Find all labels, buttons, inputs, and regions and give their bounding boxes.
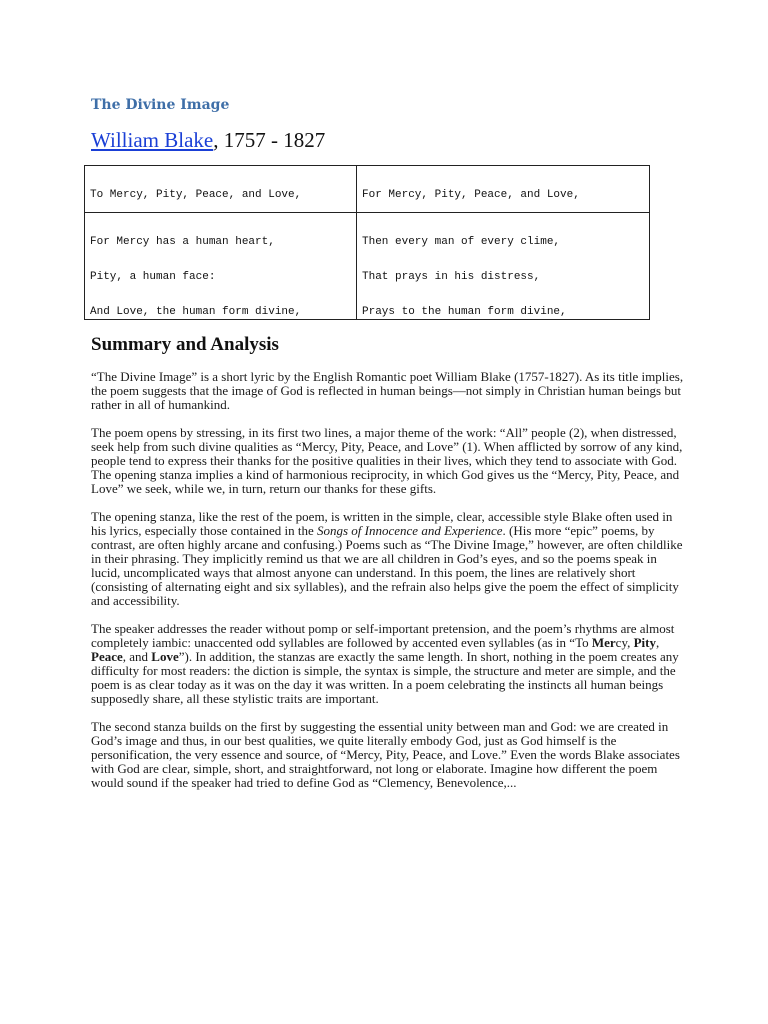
poem-heading: The Divine Image <box>91 97 230 113</box>
stressed-syllable: Peace <box>91 649 123 664</box>
poem-cell-stanza-3 <box>85 212 356 319</box>
paragraph-3 <box>91 510 685 608</box>
text-run: The opening stanza, like the rest of the poem, is written in the simple, clear, accessible style Blake often used in his lyrics, especially those contained in the <box>91 509 673 538</box>
poem-line: Then every man of every clime, <box>362 236 561 249</box>
poem-cell-stanza-2 <box>356 166 649 212</box>
paragraph-4 <box>91 622 685 706</box>
poem-line: Prays to the human form divine, <box>362 305 567 318</box>
section-title: Summary and Analysis <box>91 334 279 355</box>
text-run: , and <box>122 649 152 664</box>
text-run: , <box>656 635 660 650</box>
stressed-syllable: Love <box>151 649 179 664</box>
paragraph-5: The second stanza builds on the first by suggesting the essential unity between man and God: we are created in God’s image and thus, in our best qualities, we quite literally embody God, just as God himself is the personification, the very essence and source, of “Mercy, Pity, Peace, and Love.” Even the words Blake associates with God are clear, simple, short, and straightforward, not long or elaborate. Imagine how different the poem would sound if the speaker had tried to define God as “Clemency, Benevolence,... <box>91 719 680 790</box>
stressed-syllable: Mer <box>591 635 616 650</box>
poem-line: For Mercy, Pity, Peace, and Love, <box>362 189 580 202</box>
book-title: Songs of Innocence and Experience <box>317 523 503 538</box>
text-run: . (His more “epic” poems, by contrast, are often highly arcane and confusing.) Poems such as “The Divine Image,” however, are often childlike in their phrasing. They implicitly remind us that we are all children in God’s eyes, and so the poems speak in lucid, uncomplicated ways that almost anyone can understand. In this poem, the lines are relatively short (consisting of alternating eight and six syllables), and the refrain also helps give the poem the effect of simplicity and accessibility. <box>91 523 683 608</box>
poem-table <box>84 165 650 320</box>
author-dates: , 1757 - 1827 <box>213 128 326 152</box>
poem-line: And Love, the human form divine, <box>90 305 302 318</box>
text-run: The speaker addresses the reader without pomp or self-important pretension, and the poem’s rhythms are almost completely iambic: unaccented odd syllables are followed by accented even syllables (as in “To <box>91 621 675 650</box>
stressed-syllable: Pity <box>633 635 656 650</box>
paragraph-1: “The Divine Image” is a short lyric by the English Romantic poet William Blake (1757-1827). As its title implies, the poem suggests that the image of God is reflected in human beings—not simply in Christian human beings but rather in all of humankind. <box>91 369 684 412</box>
paragraph-2: The poem opens by stressing, in its first two lines, a major theme of the work: “All” people (2), when distressed, seek help from such divine qualities as “Mercy, Pity, Peace, and Love” (1). When afflicted by sorrow of any kind, people tend to express their thanks for the positive qualities in their lives, which they tend to associate with God. The opening stanza implies a kind of harmonious reciprocity, in which God gives us the “Mercy, Pity, Peace, and Love” we seek, while we, in turn, return our thanks for these gifts. <box>91 425 683 496</box>
poem-line: For Mercy has a human heart, <box>90 236 275 249</box>
poem-line: Pity, a human face: <box>90 270 216 283</box>
poem-line: To Mercy, Pity, Peace, and Love, <box>90 189 302 202</box>
author-line <box>91 128 325 153</box>
text-run: ”). In addition, the stanzas are exactly the same length. In short, nothing in the poem creates any difficulty for most readers: the diction is simple, the syntax is simple, the structure and meter are simple, and the poem is as clear today as it was on the day it was written. In a poem celebrating the instincts all human beings supposedly share, all these stylistic traits are important. <box>91 649 679 706</box>
text-run: cy, <box>615 635 634 650</box>
analysis-body <box>91 370 685 804</box>
author-link[interactable]: William Blake <box>91 128 214 152</box>
poem-cell-stanza-1 <box>85 166 356 212</box>
poem-cell-stanza-4 <box>356 212 649 319</box>
poem-line: That prays in his distress, <box>362 270 541 283</box>
